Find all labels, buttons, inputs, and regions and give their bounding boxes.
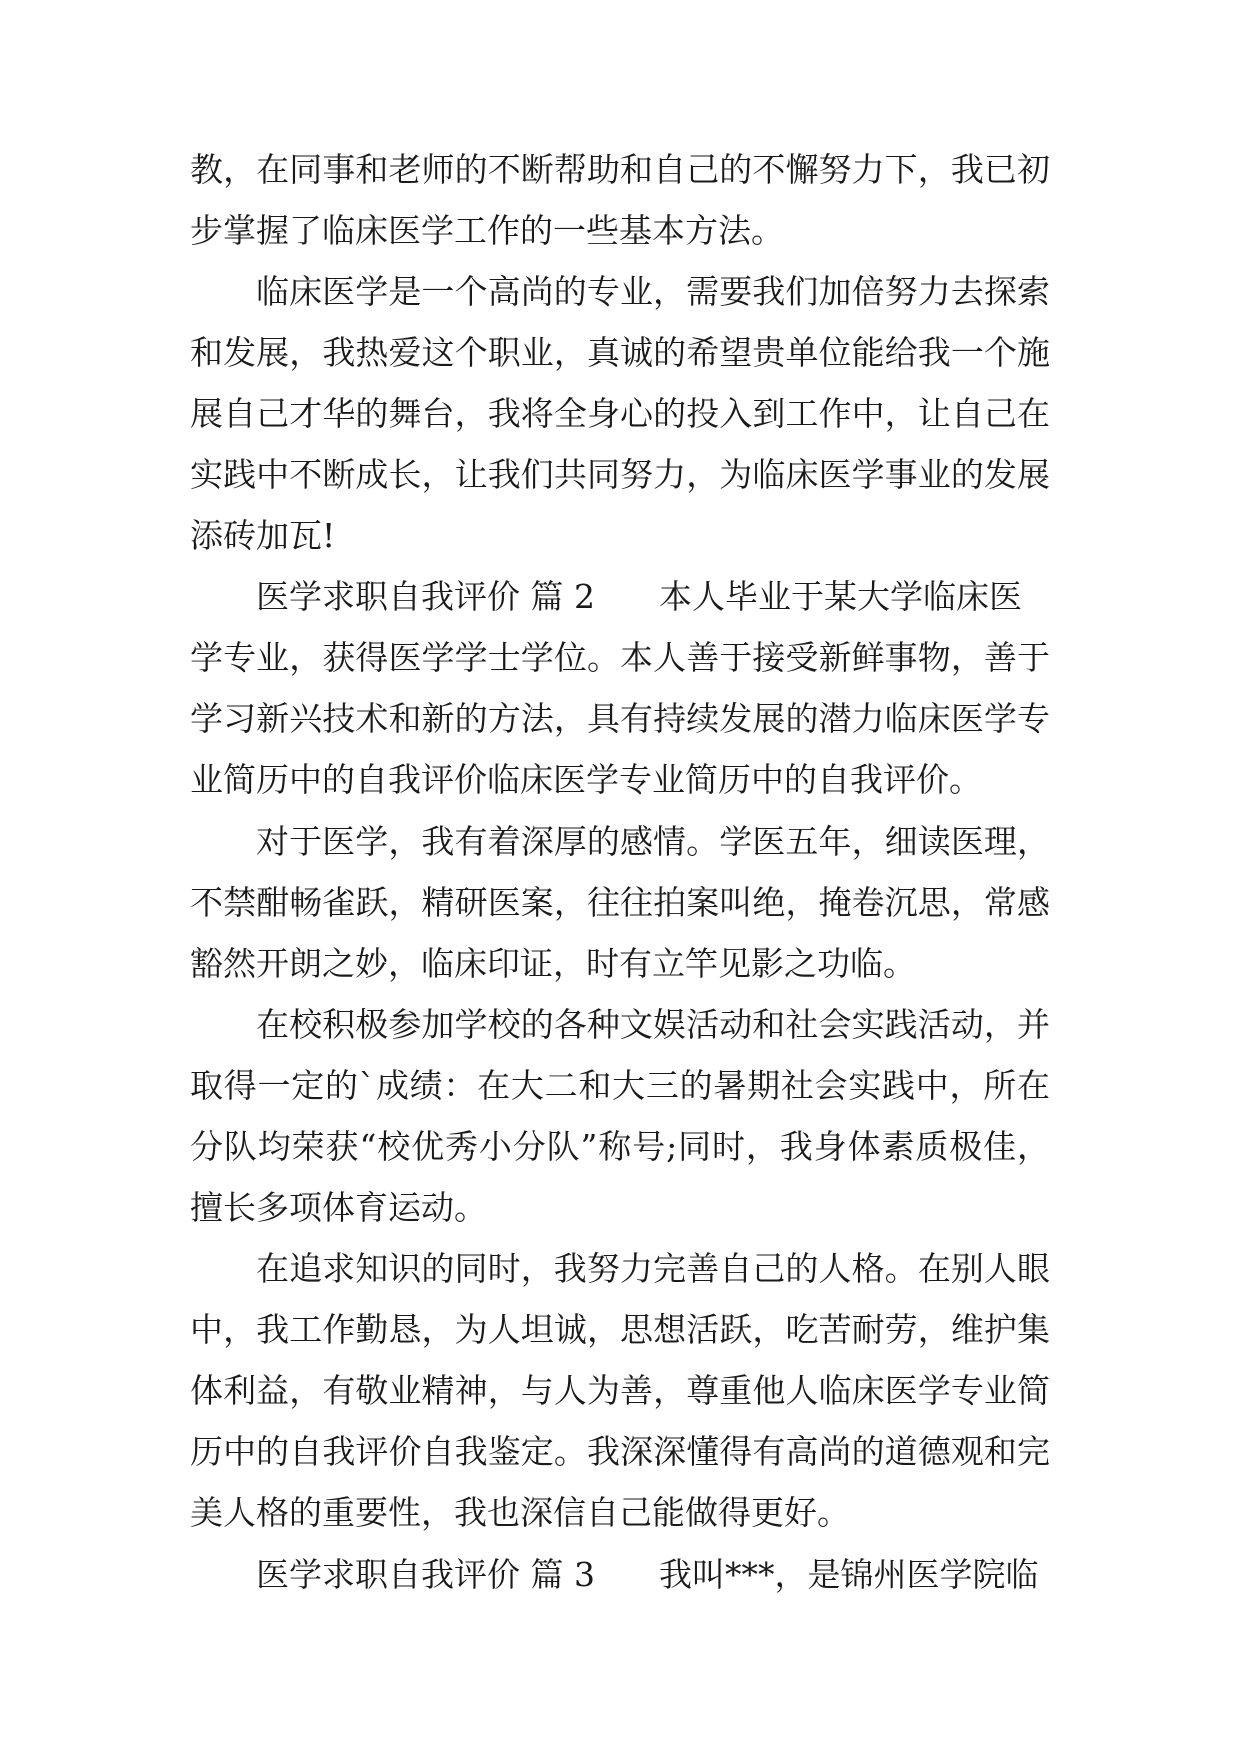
text-line: 擅长多项体育运动。 — [190, 1188, 487, 1227]
text-line: 在校积极参加学校的各种文娱活动和社会实践活动，并 — [256, 1005, 1050, 1044]
text-line: 展自己才华的舞台，我将全身心的投入到工作中，让自己在 — [190, 394, 1050, 433]
text-line: 不禁酣畅雀跃，精研医案，往往拍案叫绝，掩卷沉思，常感 — [190, 883, 1050, 922]
heading-number: 篇 3 — [530, 1555, 595, 1594]
text-line: 学专业，获得医学学士学位。本人善于接受新鲜事物，善于 — [190, 638, 1050, 677]
text-line: 步掌握了临床医学工作的一些基本方法。 — [190, 211, 784, 250]
text-line: 历中的自我评价自我鉴定。我深深懂得有高尚的道德观和完 — [190, 1432, 1050, 1471]
heading-number: 篇 2 — [530, 577, 595, 616]
text-line: 取得一定的`成绩：在大二和大三的暑期社会实践中，所在 — [190, 1066, 1050, 1105]
text-line: 业简历中的自我评价临床医学专业简历中的自我评价。 — [190, 760, 982, 799]
heading-title: 医学求职自我评价 — [256, 577, 520, 616]
text-line: 中，我工作勤恳，为人坦诚，思想活跃，吃苦耐劳，维护集 — [190, 1310, 1050, 1349]
text-line: 豁然开朗之妙，临床印证，时有立竿见影之功临。 — [190, 944, 916, 983]
heading-text: 本人毕业于某大学临床医 — [659, 577, 1022, 616]
text-line: 在追求知识的同时，我努力完善自己的人格。在别人眼 — [256, 1249, 1050, 1288]
text-line: 美人格的重要性，我也深信自己能做得更好。 — [190, 1493, 850, 1532]
text-line: 对于医学，我有着深厚的感情。学医五年，细读医理， — [256, 822, 1050, 861]
text-line: 体利益，有敬业精神，与人为善，尊重他人临床医学专业简 — [190, 1371, 1050, 1410]
section-heading-3 — [256, 1545, 1050, 1605]
text-line: 学习新兴技术和新的方法，具有持续发展的潜力临床医学专 — [190, 699, 1050, 738]
text-line: 教，在同事和老师的不断帮助和自己的不懈努力下，我已初 — [190, 150, 1050, 189]
text-line: 分队均荣获“校优秀小分队”称号;同时，我身体素质极佳， — [190, 1127, 1050, 1166]
text-line: 和发展，我热爱这个职业，真诚的希望贵单位能给我一个施 — [190, 333, 1050, 372]
text-line: 添砖加瓦! — [190, 516, 336, 555]
text-line: 临床医学是一个高尚的专业，需要我们加倍努力去探索 — [256, 272, 1050, 311]
text-line: 实践中不断成长，让我们共同努力，为临床医学事业的发展 — [190, 455, 1050, 494]
heading-text: 我叫***，是锦州医学院临 — [659, 1555, 1039, 1594]
heading-title: 医学求职自我评价 — [256, 1555, 520, 1594]
section-heading-2 — [256, 567, 1050, 627]
